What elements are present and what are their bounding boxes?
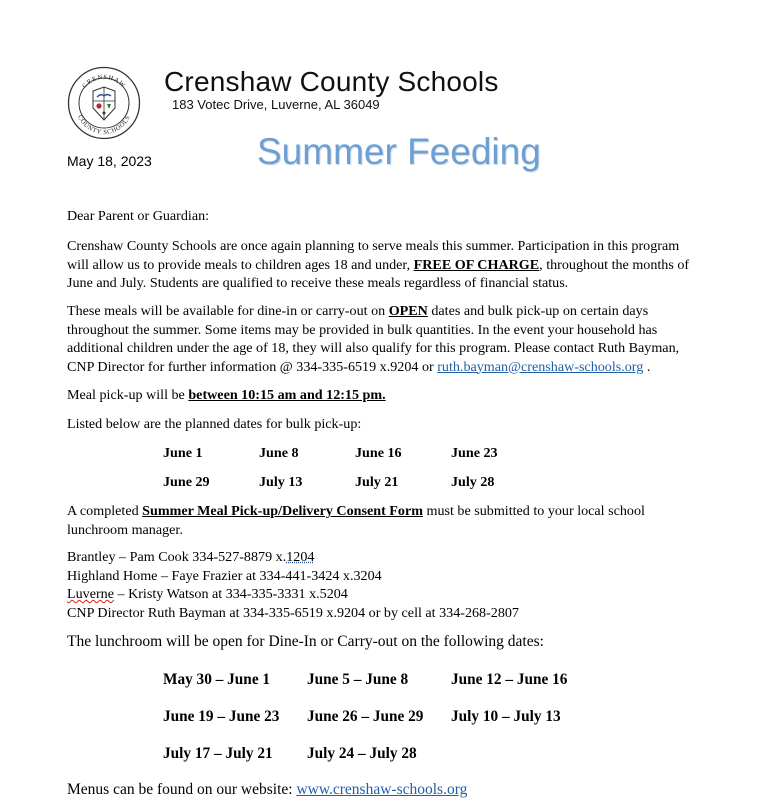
bulk-date: June 8: [259, 445, 299, 461]
letter-date: May 18, 2023: [67, 153, 152, 169]
pickup-time: [67, 386, 386, 405]
open-date-range: June 26 – June 29: [307, 708, 424, 725]
free-of-charge-emphasis: FREE OF CHARGE: [413, 256, 540, 273]
consent-form-name: Summer Meal Pick-up/Delivery Consent Form: [142, 503, 423, 519]
text-run: A completed: [67, 503, 143, 519]
open-date-range: July 24 – July 28: [307, 745, 417, 762]
open-date-range: June 5 – June 8: [307, 671, 409, 688]
contact-brantley: [67, 548, 727, 567]
org-name: Crenshaw County Schools: [164, 66, 499, 97]
paragraph-line: [67, 256, 727, 275]
text-run: Brantley – Pam Cook 334-527-8879 x.: [67, 549, 287, 565]
text-run: , throughout the months of: [539, 256, 690, 273]
menus-line: [67, 781, 467, 800]
bulk-date: July 28: [451, 474, 495, 490]
pickup-time-emphasis: between 10:15 am and 12:15 pm.: [188, 387, 386, 403]
text-run: These meals will be available for dine-in or carry-out on: [67, 303, 389, 319]
paragraph-line: lunchroom manager.: [67, 521, 183, 538]
page-title: Summer Feeding: [257, 131, 541, 172]
paragraph-line: June and July. Students are qualified to receive these meals regardless of financial status.: [67, 275, 569, 291]
text-run: Meal pick-up will be: [67, 387, 189, 403]
paragraph-line: additional children under the age of 18, they will also qualify for this program. Please contact Ruth Bayman,: [67, 340, 680, 356]
paragraph-line: throughout the summer. Some items may be provided in bulk quantities. In the event your household has: [67, 321, 658, 338]
bulk-date: July 21: [355, 474, 399, 490]
text-run: – Kristy Watson at 334-335-3331 x.5204: [113, 586, 348, 602]
text-run: must be submitted to your local school: [422, 503, 645, 519]
school-seal-logo: [67, 66, 141, 140]
contact-highland-home: Highland Home – Faye Frazier at 334-441-3424 x.3204: [67, 567, 382, 584]
bulk-date: June 23: [451, 445, 498, 461]
open-date-range: May 30 – June 1: [163, 671, 271, 688]
contact-cnp-director: CNP Director Ruth Bayman at 334-335-6519 x.9204 or by cell at 334-268-2807: [67, 604, 519, 621]
paragraph-line: Crenshaw County Schools are once again planning to serve meals this summer. Participation in this program: [67, 238, 680, 254]
paragraph-line: [67, 302, 727, 321]
text-run: 1204: [286, 549, 315, 565]
open-dates-intro: The lunchroom will be open for Dine-In or Carry-out on the following dates:: [67, 633, 544, 650]
text-run: CNP Director for further information @ 334-335-6519 x.9204 or: [67, 358, 438, 375]
svg-text:COUNTY SCHOOLS: COUNTY SCHOOLS: [76, 114, 132, 137]
bulk-date: July 13: [259, 474, 303, 490]
svg-text:CRENSHAW: CRENSHAW: [81, 73, 127, 90]
bulk-date: June 1: [163, 445, 203, 461]
paragraph-line: [67, 358, 727, 377]
paragraph-details: [67, 302, 727, 376]
salutation: Dear Parent or Guardian:: [67, 208, 210, 224]
contact-luverne: [67, 585, 727, 604]
open-date-range: June 19 – June 23: [163, 708, 280, 725]
org-address: 183 Votec Drive, Luverne, AL 36049: [172, 97, 380, 112]
website-link[interactable]: www.crenshaw-schools.org: [296, 781, 468, 798]
bulk-date: June 16: [355, 445, 402, 461]
open-date-range: July 10 – July 13: [451, 708, 561, 725]
email-link[interactable]: ruth.bayman@crenshaw-schools.org: [437, 358, 644, 375]
paragraph-intro: [67, 237, 727, 293]
text-run: .: [643, 358, 651, 375]
text-run: will allow us to provide meals to children ages 18 and under,: [67, 256, 414, 273]
open-emphasis: OPEN: [388, 303, 428, 319]
contact-list: [67, 548, 727, 622]
bulk-date: June 29: [163, 474, 210, 490]
consent-paragraph: [67, 502, 727, 539]
open-date-range: June 12 – June 16: [451, 671, 568, 688]
text-run: Luverne: [67, 586, 114, 602]
bulk-intro: Listed below are the planned dates for bulk pick-up:: [67, 416, 362, 432]
text-run: Menus can be found on our website:: [67, 781, 297, 798]
paragraph-line: [67, 502, 727, 521]
text-run: dates and bulk pick-up on certain days: [427, 303, 649, 319]
open-date-range: July 17 – July 21: [163, 745, 273, 762]
